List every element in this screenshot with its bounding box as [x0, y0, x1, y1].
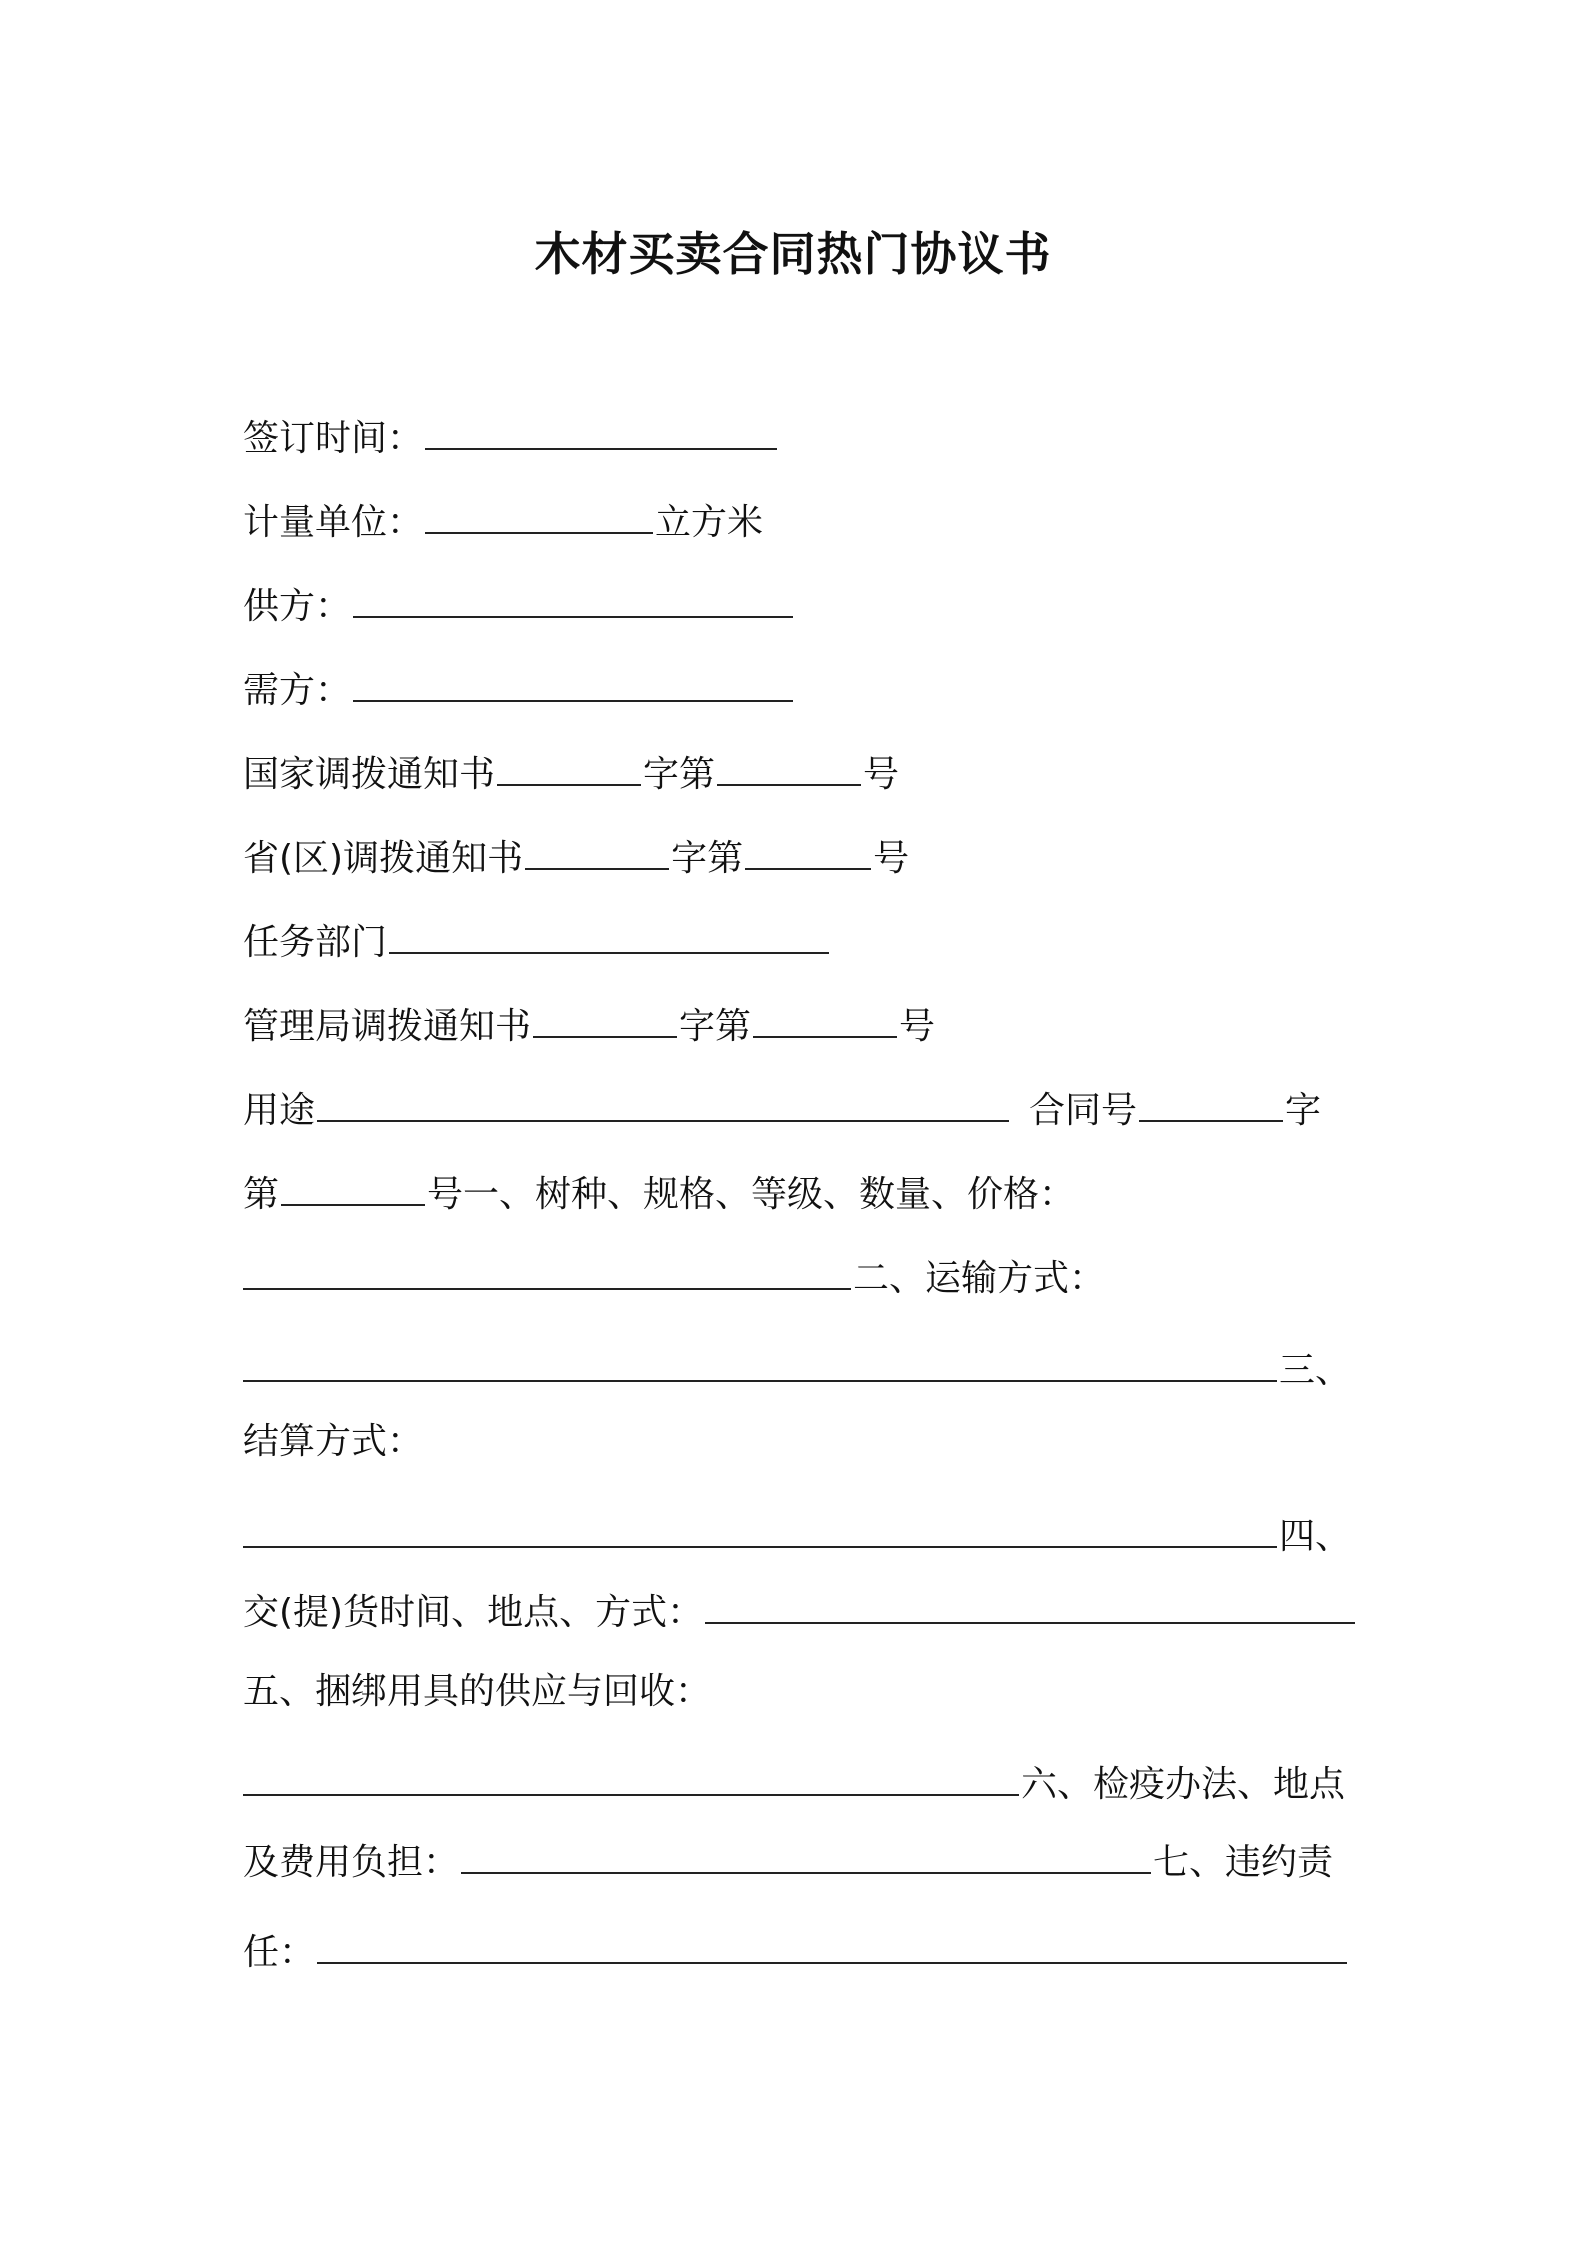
contract-no-zi: 字 — [1285, 1090, 1322, 1131]
sign-date-label: 签订时间： — [243, 418, 424, 459]
section4-blank[interactable] — [705, 1592, 1355, 1624]
national-notice-label: 国家调拨通知书 — [243, 754, 496, 795]
section3-prefix-line — [243, 1350, 1351, 1389]
section7-cont-line — [243, 1932, 1349, 1971]
bureau-notice-no-blank[interactable] — [753, 1006, 897, 1038]
buyer-label: 需方： — [243, 670, 352, 711]
section5-blank[interactable] — [243, 1764, 1019, 1796]
task-dept-blank[interactable] — [389, 922, 829, 954]
sign-date-line — [243, 418, 779, 457]
section2-blank[interactable] — [243, 1350, 1277, 1382]
section7-blank[interactable] — [317, 1932, 1347, 1964]
contract-no-di: 第 — [243, 1174, 280, 1215]
usage-line — [243, 1090, 1321, 1129]
contract-no-blank[interactable] — [281, 1174, 425, 1206]
bureau-notice-zidi: 字第 — [679, 1006, 752, 1047]
buyer-line — [243, 670, 795, 709]
section5-line — [243, 1671, 712, 1712]
provincial-notice-hao: 号 — [873, 838, 910, 879]
national-notice-hao: 号 — [863, 754, 900, 795]
section4-prefix: 四、 — [1279, 1516, 1352, 1557]
bureau-notice-zi-blank[interactable] — [533, 1006, 677, 1038]
section3-line — [243, 1421, 424, 1462]
section3-prefix: 三、 — [1279, 1350, 1352, 1391]
national-notice-line — [243, 754, 899, 793]
supplier-label: 供方： — [243, 586, 352, 627]
supplier-line — [243, 586, 795, 625]
section6-line — [243, 1764, 1345, 1803]
usage-blank[interactable] — [317, 1090, 1009, 1122]
task-dept-label: 任务部门 — [243, 922, 388, 963]
section1-blank[interactable] — [243, 1258, 851, 1290]
section7-label: 七、违约责 — [1153, 1842, 1334, 1883]
section2-label: 二、运输方式： — [853, 1258, 1106, 1299]
section3-blank[interactable] — [243, 1516, 1277, 1548]
provincial-notice-no-blank[interactable] — [745, 838, 871, 870]
usage-label: 用途 — [243, 1090, 316, 1131]
unit-label: 计量单位： — [243, 502, 424, 543]
section4-prefix-line — [243, 1516, 1351, 1555]
section3-label: 结算方式： — [243, 1421, 424, 1462]
section2-line — [243, 1258, 1105, 1297]
provincial-notice-zidi: 字第 — [671, 838, 744, 879]
provincial-notice-zi-blank[interactable] — [525, 838, 669, 870]
contract-no-label: 合同号 — [1029, 1090, 1138, 1131]
bureau-notice-hao: 号 — [899, 1006, 936, 1047]
document-title: 木材买卖合同热门协议书 — [534, 227, 1052, 281]
provincial-notice-line — [243, 838, 909, 877]
sign-date-blank[interactable] — [425, 418, 777, 450]
section6-blank[interactable] — [461, 1842, 1151, 1874]
supplier-blank[interactable] — [353, 586, 793, 618]
section4-label: 交(提)货时间、地点、方式： — [243, 1592, 704, 1633]
contract-no-zi-blank[interactable] — [1139, 1090, 1283, 1122]
unit-blank[interactable] — [425, 502, 653, 534]
national-notice-no-blank[interactable] — [717, 754, 861, 786]
buyer-blank[interactable] — [353, 670, 793, 702]
section6-cont-label: 及费用负担： — [243, 1842, 460, 1883]
section6-cont-line — [243, 1842, 1333, 1881]
section1-line — [243, 1174, 1075, 1213]
section6-label: 六、检疫办法、地点 — [1021, 1764, 1346, 1805]
national-notice-zidi: 字第 — [643, 754, 716, 795]
unit-line — [243, 502, 763, 541]
section4-line — [243, 1592, 1357, 1631]
section7-cont-label: 任： — [243, 1932, 316, 1973]
national-notice-zi-blank[interactable] — [497, 754, 641, 786]
provincial-notice-label: 省(区)调拨通知书 — [243, 838, 524, 879]
unit-suffix: 立方米 — [655, 502, 764, 543]
task-dept-line — [243, 922, 831, 961]
section1-label: 号一、树种、规格、等级、数量、价格： — [427, 1174, 1076, 1215]
section5-label: 五、捆绑用具的供应与回收： — [243, 1671, 712, 1712]
bureau-notice-line — [243, 1006, 935, 1045]
bureau-notice-label: 管理局调拨通知书 — [243, 1006, 532, 1047]
